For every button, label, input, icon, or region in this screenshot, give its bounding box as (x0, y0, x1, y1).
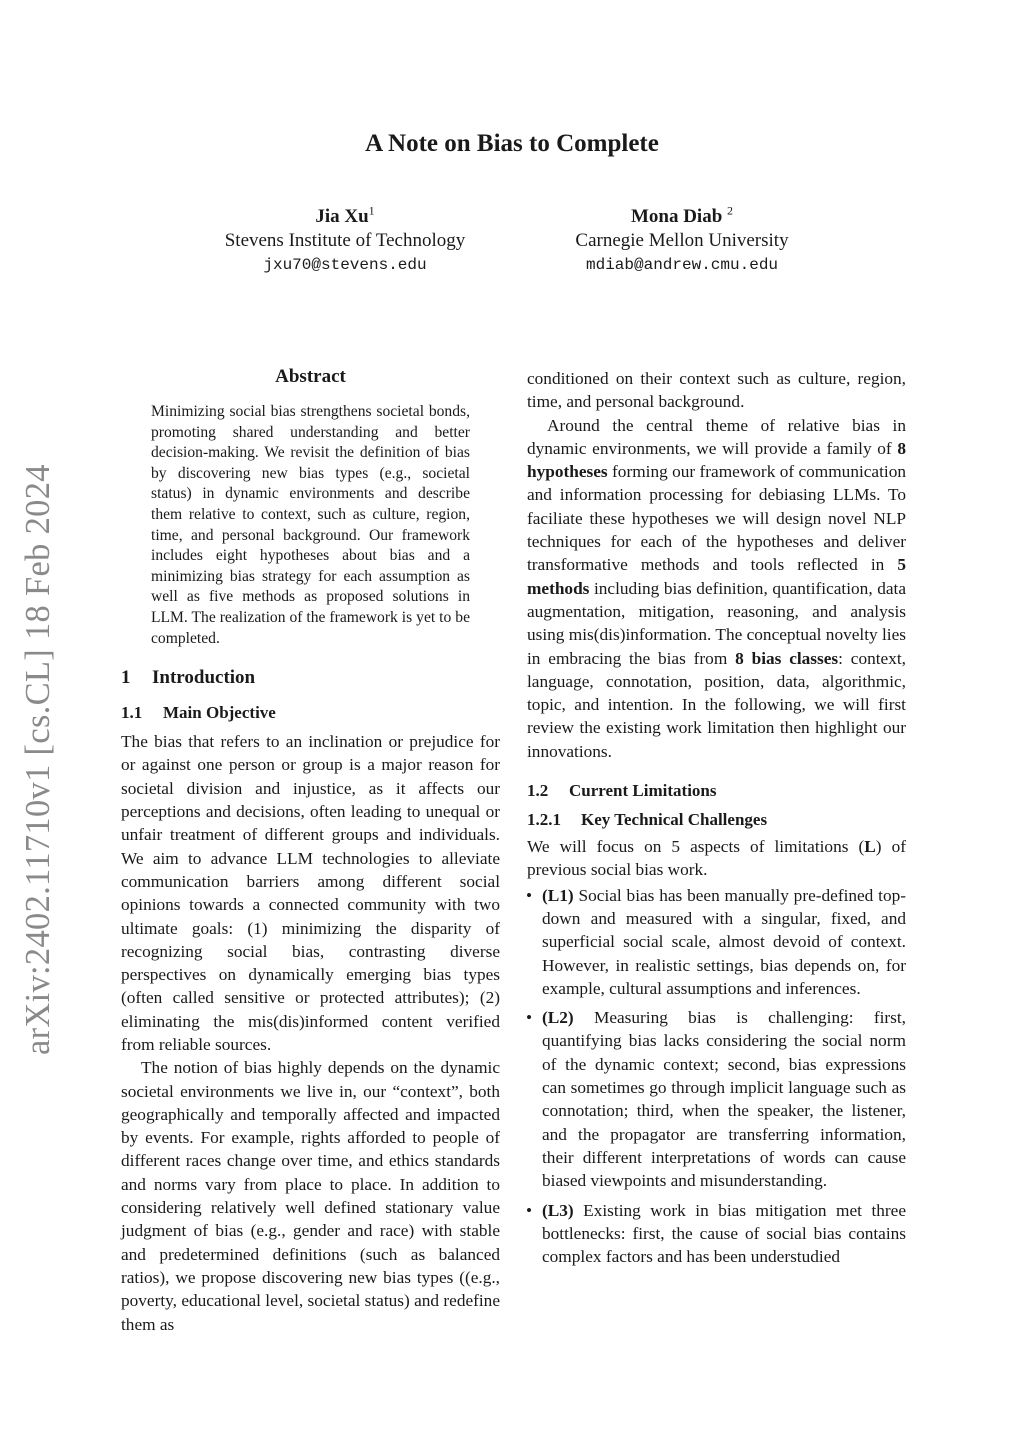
affiliation-mark: 2 (727, 203, 734, 218)
arxiv-stamp: arXiv:2402.11710v1 [cs.CL] 18 Feb 2024 (19, 464, 57, 1055)
list-item: • (L3) Existing work in bias mitigation met three bottlenecks: first, the cause of social bias contains complex factors and has been understudied (526, 1200, 906, 1267)
paragraph-intro-3: Around the central theme of relative bias in dynamic environments, we will provide a family of 8 hypotheses forming our framework of communication and information processing for debiasing LLMs. To faciliate these hypotheses we will design novel NLP techniques for each of the hypotheses and deliver transformative methods and tools reflected in 5 methods including bias definition, quantification, data augmentation, mitigation, reasoning, and analysis using mis(dis)information. The conceptual novelty lies in embracing the bias from 8 bias classes: context, language, connotation, position, data, algorithmic, topic, and intention. In the following, we will first review the existing work limitation then highlight our innovations. (527, 415, 906, 761)
right-column (527, 367, 906, 1274)
left-column (121, 360, 500, 1336)
subsection-heading-main-objective: 1.1 Main Objective (121, 703, 276, 723)
bullet-icon: • (526, 1008, 533, 1028)
paragraph-limitations-intro: We will focus on 5 aspects of limitations (L) of previous social bias work. (527, 837, 906, 880)
abstract-heading: Abstract (275, 366, 346, 387)
paragraph-intro-2-continued: conditioned on their context such as culture, region, time, and personal background. (527, 369, 906, 412)
abstract-text: Minimizing social bias strengthens societal bonds, promoting shared understanding and better decision-making. We revisit the definition of bias by discovering new bias types (e.g., societal status) in dynamic environments and describe them relative to context, such as culture, region, time, and personal background. Our framework includes eight hypotheses about bias and a minimizing bias strategy for each assumption as well as five methods as proposed solutions in LLM. The realization of the framework is yet to be completed. (151, 403, 470, 647)
author-affiliation: Carnegie Mellon University (575, 230, 789, 251)
bullet-icon: • (526, 885, 533, 905)
hypotheses-emphasis: 8 hypotheses (527, 438, 906, 482)
list-item: • (L1) Social bias has been manually pre-defined top-down and measured with a singular, fixed, and superficial social scale, almost devoid of context. However, in realistic settings, bias depends on, for example, cultural assumptions and inferences. (526, 885, 906, 998)
author-block-2 (550, 205, 814, 277)
paragraph-intro-1: The bias that refers to an inclination or prejudice for or against one person or group is a major reason for societal division and injustice, as it affects our perceptions and decisions, often leading to unequal or unfair treatment of different groups and individuals. We aim to advance LLM technologies to alleviate communication barriers among different social opinions towards a connected community with two ultimate goals: (1) minimizing the disparity of recognizing social bias, contrasting diverse perspectives on dynamically emerging bias types (often called sensitive or protected attributes); (2) eliminating the mis(dis)informed content verified from reliable sources. (121, 732, 500, 1054)
limitations-list (527, 884, 906, 1269)
author-email: mdiab@andrew.cmu.edu (585, 256, 779, 274)
paper-title: A Note on Bias to Complete (365, 130, 659, 157)
bias-classes-emphasis: 8 bias classes (735, 648, 839, 668)
bullet-icon: • (526, 1200, 533, 1220)
author-email: jxu70@stevens.edu (263, 256, 427, 274)
list-item: • (L2) Measuring bias is challenging: first, quantifying bias lacks considering the social norm of the dynamic context; second, bias expressions can sometimes go through implicit language such as connotation; third, when the speaker, the listener, and the propagator are transferring information, their different interpretations of words can cause biased viewpoints and misunderstanding. (526, 1008, 906, 1191)
section-heading-introduction: 1 Introduction (121, 667, 256, 689)
author-affiliation: Stevens Institute of Technology (224, 230, 466, 251)
subsection-heading-current-limitations: 1.2 Current Limitations (527, 781, 717, 801)
author-block-1 (190, 205, 500, 277)
author-name: Mona Diab (630, 206, 723, 227)
subsubsection-heading-key-challenges: 1.2.1 Key Technical Challenges (527, 810, 768, 830)
affiliation-mark: 1 (368, 203, 375, 218)
author-name: Jia Xu (315, 206, 369, 227)
paragraph-intro-2: The notion of bias highly depends on the dynamic societal environments we live in, our “context”, both geographically and temporally affected and impacted by events. For example, rights afforded to people of different races change over time, and ethics standards and norms vary from place to place. In addition to considering relatively well defined stationary value judgment of bias (e.g., gender and race) with stable and predetermined definitions (such as balanced ratios), we propose discovering new bias types ((e.g., poverty, educational level, societal status) and redefine them as (121, 1058, 500, 1334)
methods-emphasis: 5 methods (527, 555, 906, 598)
